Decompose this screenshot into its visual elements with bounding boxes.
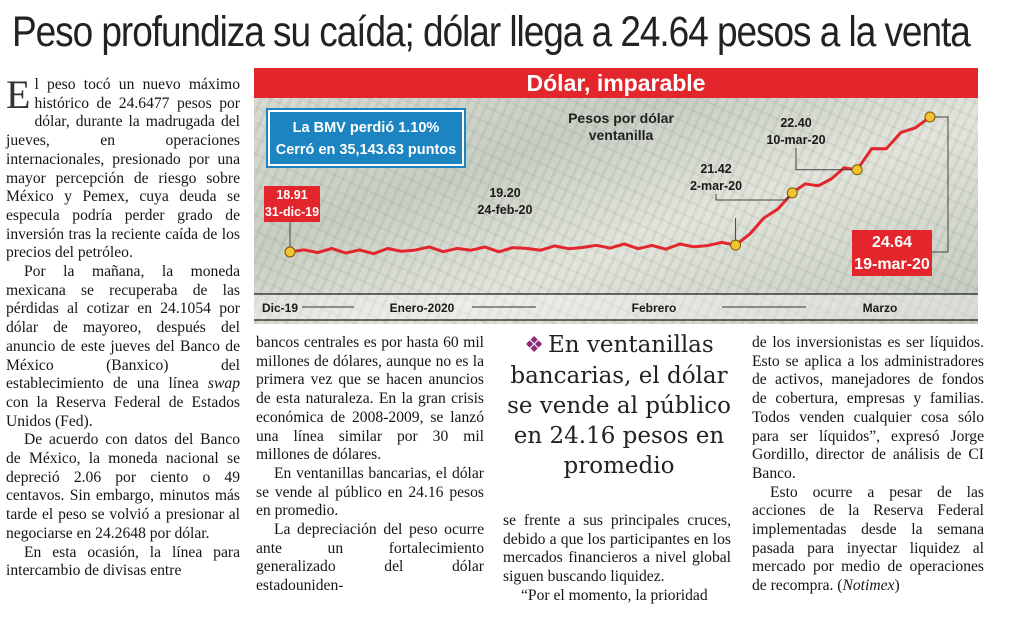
headline: Peso profundiza su caída; dólar llega a 24.64 pesos a la venta xyxy=(12,8,970,56)
paragraph-6: En ventanillas bancarias, el dólar se vende al público en 24.16 pesos en promedio. xyxy=(256,464,484,520)
chart-svg xyxy=(254,68,978,324)
point-value-1: 18.91 xyxy=(276,188,308,202)
paragraph-2-text-a: Por la mañana, la moneda mexicana se recuperaba de las pérdidas al cotizar en 24.1054 por dólar de mayoreo, después del anuncio de este jueves del Banco de México (Banxico) del establecimiento de una línea xyxy=(6,263,240,393)
point-date-1: 31-dic-19 xyxy=(264,205,320,219)
x-axis-label-2: Enero-2020 xyxy=(389,301,455,315)
bmv-line-2: Cerró en 35,143.63 puntos xyxy=(275,142,457,158)
point-value-2: 19.20 xyxy=(489,186,521,200)
paragraph-10: de los inversionistas es ser líquidos. Esto se aplica a los administradores de activos, manejadores de fondos de cobertura, empresas y familias. Todos venden cualquier cosa sólo para ser líquidos”, expresó Jorge Gordillo, director de análisis de CI Banco. xyxy=(752,334,984,482)
bmv-info-box xyxy=(268,110,464,166)
paragraph-5: bancos centrales es por hasta 60 mil millones de dólares, aunque no es la primera vez que se hacen anuncios de esta naturaleza. En la gran crisis económica de 2008-2009, se lanzó una línea similar por 30 mil millones de dólares. xyxy=(256,334,484,464)
data-point-4 xyxy=(852,165,862,175)
article-column-3 xyxy=(503,512,731,606)
point-date-3: 2-mar-20 xyxy=(689,179,743,193)
article-column-2 xyxy=(256,334,484,596)
paragraph-1 xyxy=(6,72,240,263)
swap-emphasis: swap xyxy=(207,375,240,393)
point-value-4: 22.40 xyxy=(780,116,812,130)
article-column-1 xyxy=(6,72,240,581)
chart-title-banner: Dólar, imparable xyxy=(254,68,978,98)
paragraph-11-text: Esto ocurre a pesar de las acciones de la Reserva Federal implementadas desde la semana pasada para inyectar liquidez al mercado por medio de operaciones de recompra. ( xyxy=(752,483,984,595)
x-axis-label-4: Marzo xyxy=(862,301,898,315)
leader-line-3 xyxy=(716,193,792,200)
paragraph-3: De acuerdo con datos del Banco de México, la moneda nacional se depreció 2.06 por ciento o 49 centavos. Sin embargo, minutos más tarde el peso se volvió a presionar al negociarse en 24.2648 por dólar. xyxy=(6,431,240,542)
article-column-4 xyxy=(752,334,984,596)
paragraph-2 xyxy=(6,263,240,431)
point-value-3: 21.42 xyxy=(700,162,732,176)
point-date-2: 24-feb-20 xyxy=(477,203,533,217)
paragraph-7: La depreciación del peso ocurre ante un fortalecimiento generalizado del dólar estadouniden- xyxy=(256,521,484,595)
pull-quote-text: En ventanillas bancarias, el dólar se vende al público en 24.16 pesos en promedio xyxy=(507,332,731,479)
dollar-chart xyxy=(254,68,978,324)
x-axis-label-3: Febrero xyxy=(631,301,677,315)
point-value-5: 24.64 xyxy=(871,234,913,251)
diamond-bullet-icon: ❖ xyxy=(524,333,545,358)
paragraph-11-end: ) xyxy=(894,577,900,595)
paragraph-2-text-b: con la Reserva Federal de Estados Unidos (Fed). xyxy=(6,393,240,430)
paragraph-11 xyxy=(752,484,984,596)
source-credit: Notimex xyxy=(842,577,895,595)
data-point-1 xyxy=(285,247,295,257)
point-date-4: 10-mar-20 xyxy=(766,133,826,147)
paragraph-8: se frente a sus principales cruces, debido a que los participantes en los mercados financieros a nivel global siguen buscando liquidez. xyxy=(503,512,731,586)
pull-quote xyxy=(503,330,735,481)
data-point-3 xyxy=(787,188,797,198)
drop-cap: E xyxy=(6,72,31,117)
paragraph-1-text: l peso tocó un nuevo máximo histórico de 24.6477 pesos por dólar, durante la madrugada del jueves, en operaciones internacionales, presionado por una mayor percepción de riesgo sobre México y Pemex, cuya deuda se especula podría perder grado de inversión tras la reciente caída de los precios del petróleo. xyxy=(6,76,240,262)
data-point-2 xyxy=(731,240,741,250)
paragraph-4: En esta ocasión, la línea para intercambio de divisas entre xyxy=(6,543,240,580)
data-point-5 xyxy=(925,112,935,122)
chart-subtitle: Pesos por dólar ventanilla xyxy=(568,110,674,143)
point-date-5: 19-mar-20 xyxy=(854,256,930,273)
x-axis-label-1: Dic-19 xyxy=(261,301,299,315)
leader-line-5 xyxy=(930,117,948,252)
paragraph-9: “Por el momento, la prioridad xyxy=(521,586,708,604)
leader-line-4 xyxy=(796,148,857,170)
bmv-line-1: La BMV perdió 1.10% xyxy=(292,120,440,136)
